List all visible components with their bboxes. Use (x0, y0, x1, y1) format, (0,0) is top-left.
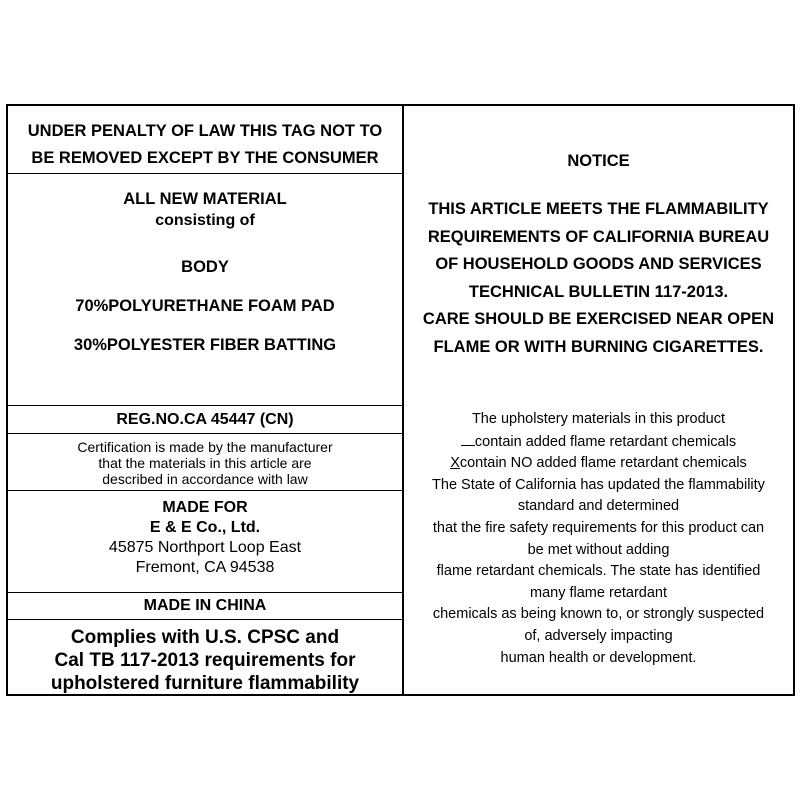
option-contains-blank (461, 431, 475, 446)
material-body: BODY (181, 258, 229, 276)
material-component-2: 30%POLYESTER FIBER BATTING (73, 336, 337, 354)
state-line-3: that the fire safety requirements for this product can (432, 519, 765, 536)
notice-title: NOTICE (567, 152, 630, 170)
reg-number: REG.NO.CA 45447 (CN) (8, 406, 402, 434)
option-no-mark: X (450, 455, 460, 472)
notice-line-6: FLAME OR WITH BURNING CIGARETTES. (433, 337, 764, 356)
option-no-text: contain NO added flame retardant chemicals (459, 455, 747, 472)
notice-line-3: OF HOUSEHOLD GOODS AND SERVICES (435, 255, 762, 273)
certification-statement (8, 434, 402, 491)
certification-line-1: Certification is made by the manufacturer (77, 439, 333, 455)
state-line-4: be met without adding (527, 541, 670, 558)
material-component-1: 70%POLYURETHANE FOAM PAD (75, 297, 335, 315)
penalty-notice (8, 106, 402, 174)
option-contains-row (404, 431, 793, 454)
notice-line-2: REQUIREMENTS OF CALIFORNIA BUREAU (427, 227, 770, 246)
penalty-line-2: BE REMOVED EXCEPT BY THE CONSUMER (31, 149, 379, 167)
certification-line-2: that the materials in this article are (98, 455, 312, 471)
notice-body (404, 196, 793, 361)
made-for-heading: MADE FOR (162, 499, 248, 516)
option-no-row (404, 453, 793, 475)
left-panel (8, 106, 404, 694)
made-in-country: MADE IN CHINA (8, 593, 402, 620)
state-line-9: human health or development. (500, 649, 697, 666)
material-heading: ALL NEW MATERIAL (123, 190, 287, 208)
penalty-line-1: UNDER PENALTY OF LAW THIS TAG NOT TO (27, 122, 383, 140)
compliance-line-1: Complies with U.S. CPSC and (70, 627, 340, 648)
state-line-7: chemicals as being known to, or strongly suspected (432, 606, 765, 623)
compliance-line-3: upholstered furniture flammability (50, 673, 360, 694)
company-street: 45875 Northport Loop East (108, 539, 302, 556)
compliance-statement (8, 620, 402, 696)
state-line-8: of, adversely impacting (524, 627, 673, 644)
certification-line-3: described in accordance with law (102, 471, 308, 487)
material-section (8, 174, 402, 406)
right-panel (404, 106, 793, 694)
upholstery-disclosure (404, 409, 793, 669)
notice-line-1: THIS ARTICLE MEETS THE FLAMMABILITY (428, 200, 769, 218)
law-tag (6, 104, 795, 696)
option-contains-text: contain added flame retardant chemicals (474, 433, 737, 450)
material-consisting: consisting of (155, 212, 255, 229)
notice-line-5: CARE SHOULD BE EXERCISED NEAR OPEN (422, 310, 775, 328)
state-line-2: standard and determined (517, 498, 680, 515)
state-line-1: The State of California has updated the flammability (432, 476, 765, 493)
company-city: Fremont, CA 94538 (135, 559, 275, 576)
state-line-5: flame retardant chemicals. The state has identified (436, 563, 761, 580)
compliance-line-2: Cal TB 117-2013 requirements for (54, 650, 356, 671)
made-for-section (8, 491, 402, 593)
notice-line-4: TECHNICAL BULLETIN 117-2013. (468, 282, 729, 301)
upholstery-intro: The upholstery materials in this product (471, 411, 726, 427)
company-name: E & E Co., Ltd. (149, 519, 261, 536)
state-line-6: many flame retardant (529, 584, 667, 601)
